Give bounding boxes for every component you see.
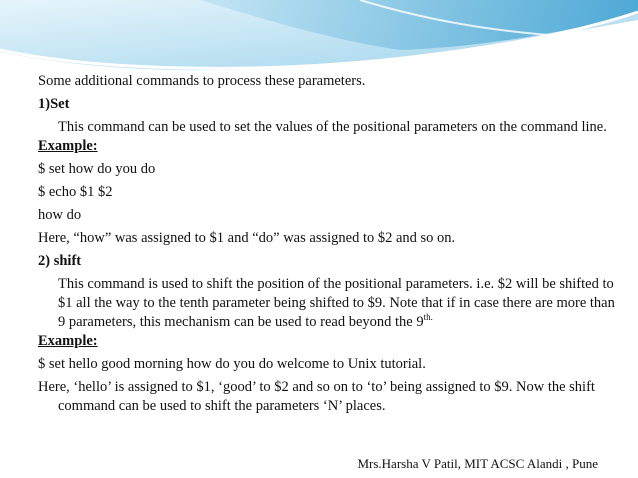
example2-heading: Example: — [38, 333, 98, 349]
example2-note: Here, ‘hello’ is assigned to $1, ‘good’ to $2 and so on to ‘to’ being assigned to $9. Now the shift command can be used to shift the parameters ‘N’ places. — [38, 379, 595, 414]
shift-description-superscript: th. — [423, 312, 433, 322]
example1-line: how do — [38, 207, 82, 223]
slide-body — [38, 72, 618, 416]
example1-heading: Example: — [38, 138, 98, 154]
shift-description — [38, 275, 618, 332]
shift-description-text: This command is used to shift the position of the positional parameters. i.e. $2 will be shifted to $1 all the way to the tenth parameter being shifted to $9. Note that if in case there are more than 9 parameters, this mechanism can be used to read beyond the 9 — [58, 276, 615, 330]
example1-line: $ set how do you do — [38, 161, 156, 177]
example1-line: $ echo $1 $2 — [38, 184, 113, 200]
shift-heading: 2) shift — [38, 253, 82, 269]
set-description: This command can be used to set the values of the positional parameters on the command line. — [58, 119, 607, 135]
example2-line: $ set hello good morning how do you do welcome to Unix tutorial. — [38, 356, 426, 372]
intro-text: Some additional commands to process these parameters. — [38, 73, 366, 89]
set-heading: 1)Set — [38, 96, 70, 112]
header-wave-banner — [0, 0, 638, 80]
example1-line: Here, “how” was assigned to $1 and “do” was assigned to $2 and so on. — [38, 230, 456, 246]
footer-credit: Mrs.Harsha V Patil, MIT ACSC Alandi , Pune — [357, 456, 598, 471]
